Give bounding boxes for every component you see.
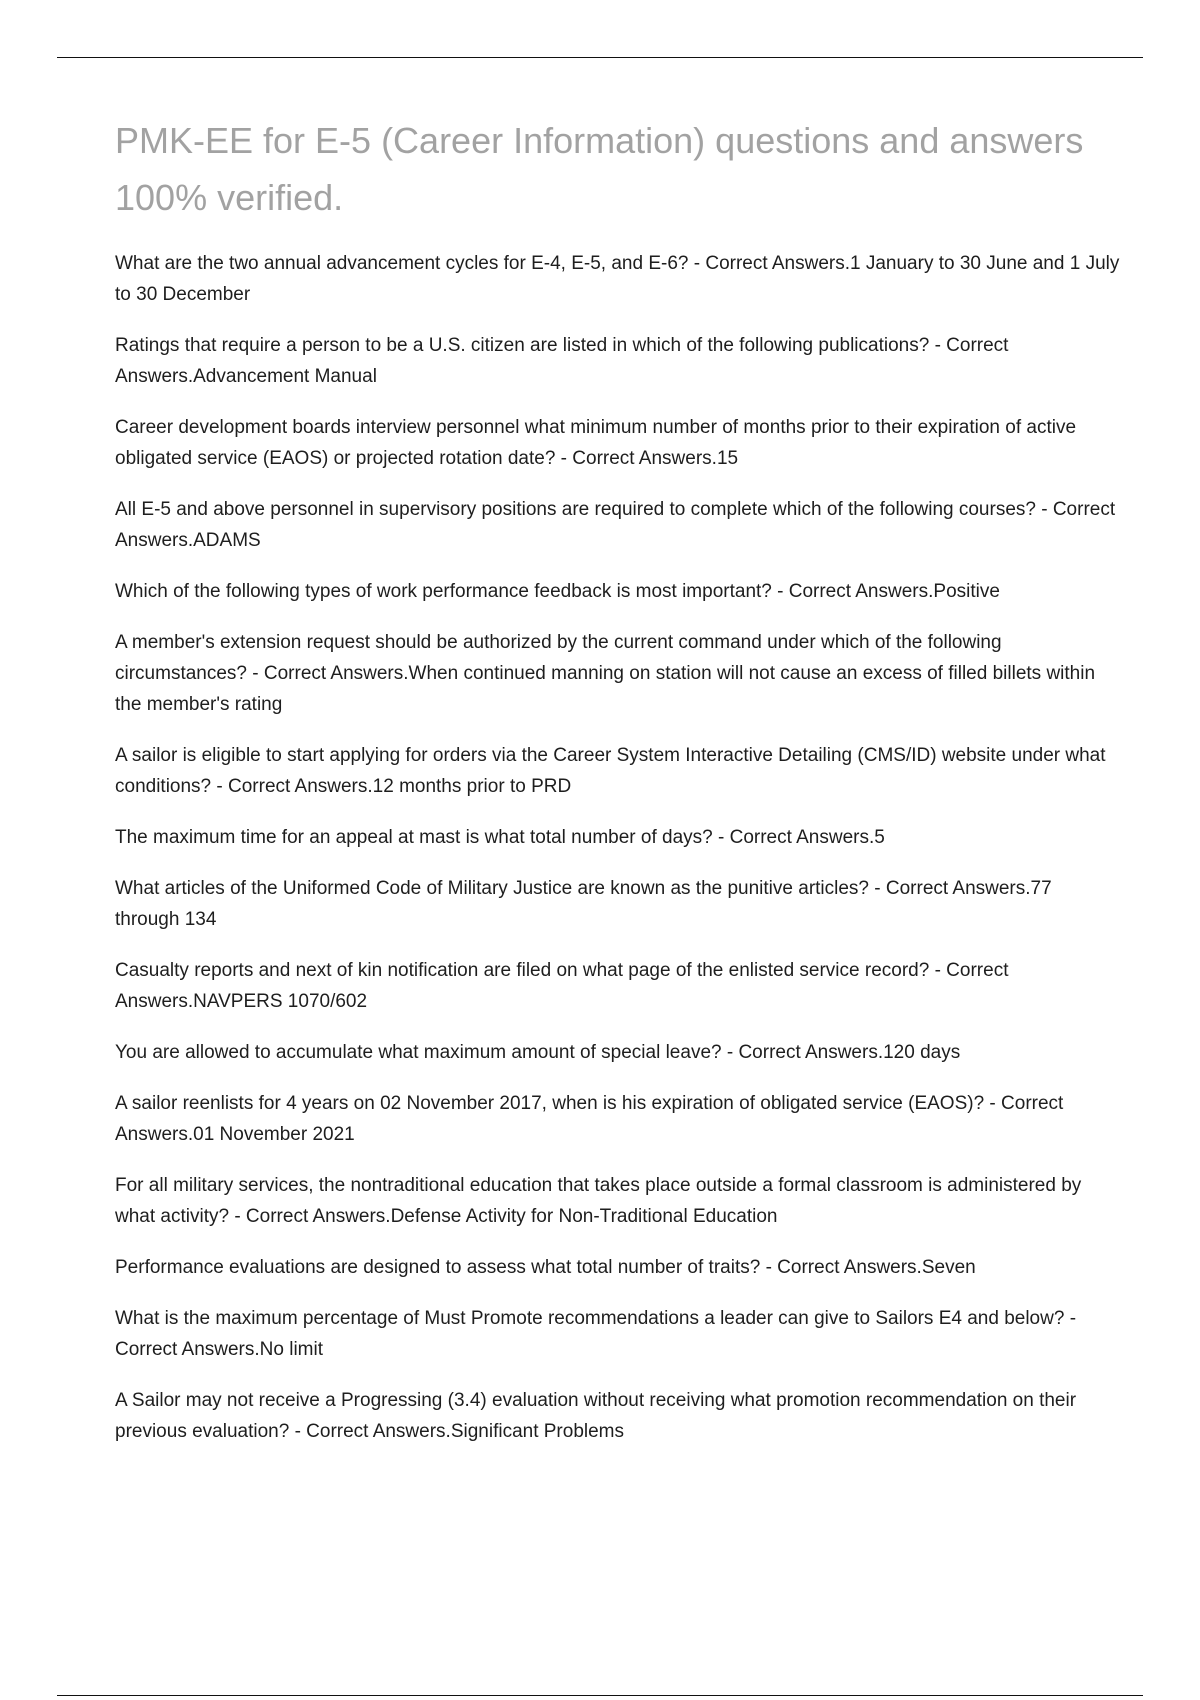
qa-item: A Sailor may not receive a Progressing (3.4) evaluation without receiving what promotion recommendation on their previous evaluation? - Correct Answers.Significant Problems [115, 1390, 1077, 1442]
qa-item: What are the two annual advancement cycles for E-4, E-5, and E-6? - Correct Answers.1 January to 30 June and 1 July to 30 December [115, 253, 1120, 305]
qa-item: What articles of the Uniformed Code of Military Justice are known as the punitive articles? - Correct Answers.77 through 134 [115, 878, 1052, 930]
qa-item: Casualty reports and next of kin notification are filed on what page of the enlisted service record? - Correct Answers.NAVPERS 1070/602 [115, 960, 1009, 1012]
qa-item: All E-5 and above personnel in supervisory positions are required to complete which of the following courses? - Correct Answers.ADAMS [115, 499, 1116, 551]
qa-item: Performance evaluations are designed to assess what total number of traits? - Correct Answers.Seven [115, 1257, 976, 1278]
qa-item: What is the maximum percentage of Must Promote recommendations a leader can give to Sailors E4 and below? - Correct Answers.No limit [115, 1308, 1077, 1360]
qa-item: You are allowed to accumulate what maximum amount of special leave? - Correct Answers.120 days [115, 1042, 961, 1063]
document-title: PMK-EE for E-5 (Career Information) questions and answers 100% verified. [115, 120, 1084, 218]
qa-list [115, 248, 1120, 1447]
qa-item: Ratings that require a person to be a U.S. citizen are listed in which of the following publications? - Correct Answers.Advancement Manual [115, 335, 1009, 387]
qa-item: A sailor reenlists for 4 years on 02 November 2017, when is his expiration of obligated service (EAOS)? - Correct Answers.01 November 2021 [115, 1093, 1064, 1145]
qa-item: Career development boards interview personnel what minimum number of months prior to their expiration of active obligated service (EAOS) or projected rotation date? - Correct Answers.15 [115, 417, 1077, 469]
qa-item: Which of the following types of work performance feedback is most important? - Correct Answers.Positive [115, 581, 1000, 602]
top-rule [57, 57, 1143, 58]
bottom-rule [57, 1695, 1143, 1696]
qa-item: A sailor is eligible to start applying for orders via the Career System Interactive Detailing (CMS/ID) website under what conditions? - Correct Answers.12 months prior to PRD [115, 745, 1106, 797]
qa-item: A member's extension request should be authorized by the current command under which of the following circumstances? - Correct Answers.When continued manning on station will not cause an excess of filled billets within the member's rating [115, 632, 1096, 715]
qa-item: For all military services, the nontraditional education that takes place outside a formal classroom is administered by what activity? - Correct Answers.Defense Activity for Non-Traditional Education [115, 1175, 1082, 1227]
document-body [115, 112, 1120, 1467]
qa-item: The maximum time for an appeal at mast is what total number of days? - Correct Answers.5 [115, 827, 885, 848]
